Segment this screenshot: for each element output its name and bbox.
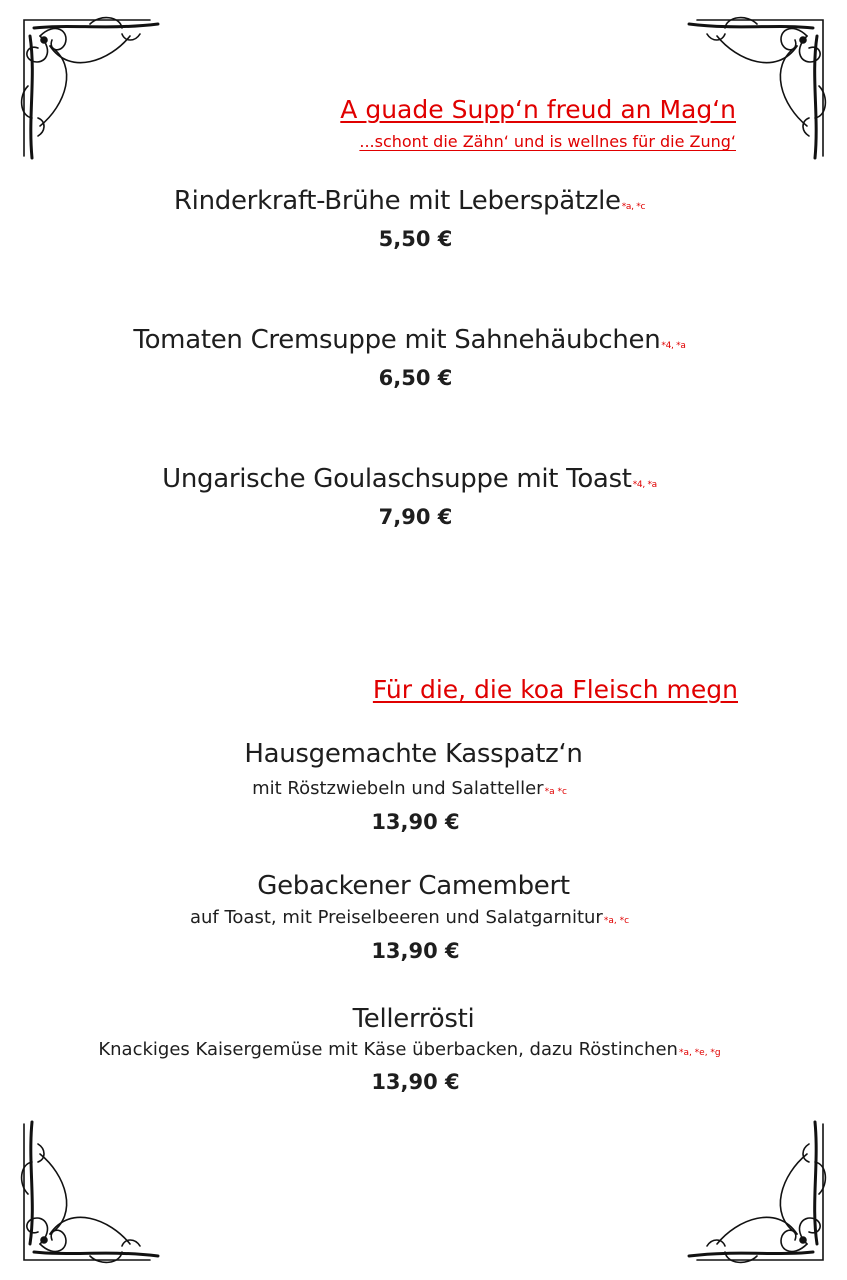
allergen-codes: *a, *c [603, 916, 630, 926]
menu-item-price: 7,90 € [378, 505, 453, 529]
allergen-codes: *4, *a [632, 480, 657, 490]
menu-item-name: Hausgemachte Kasspatz‘n [244, 739, 583, 769]
menu-item-price: 6,50 € [378, 366, 453, 390]
corner-ornament-top-left [10, 6, 160, 166]
flourish-ornament-icon [687, 1114, 837, 1274]
menu-item-description: auf Toast, mit Preiselbeeren und Salatgarnitur*a, *c [189, 907, 630, 928]
menu-item-name: Gebackener Camembert [257, 871, 570, 901]
allergen-codes: *4, *a [661, 341, 686, 351]
menu-item-name: Tellerrösti [352, 1004, 475, 1034]
section-subtitle-soups: ...schont die Zähn‘ und is wellnes für die Zung‘ [359, 132, 736, 151]
menu-item-price: 13,90 € [371, 810, 460, 834]
flourish-ornament-icon [10, 1114, 160, 1274]
menu-item-price: 13,90 € [371, 939, 460, 963]
menu-item-name: Ungarische Goulaschsuppe mit Toast*4, *a [162, 464, 657, 494]
corner-ornament-bottom-right [687, 1114, 837, 1274]
section-title-vegetarian: Für die, die koa Fleisch megn [372, 675, 738, 704]
menu-item-price: 13,90 € [371, 1070, 460, 1094]
section-title-soups: A guade Supp‘n freud an Mag‘n [340, 95, 736, 124]
allergen-codes: *a, *c [621, 202, 646, 212]
allergen-codes: *a *c [544, 787, 567, 797]
flourish-ornament-icon [10, 6, 160, 166]
allergen-codes: *a, *e, *g [678, 1048, 721, 1058]
menu-item-name: Rinderkraft-Brühe mit Leberspätzle*a, *c [173, 186, 646, 216]
menu-item-name: Tomaten Cremsuppe mit Sahnehäubchen*4, *a [133, 325, 686, 355]
corner-ornament-bottom-left [10, 1114, 160, 1274]
menu-item-description: Knackiges Kaisergemüse mit Käse überbacken, dazu Röstinchen*a, *e, *g [98, 1039, 721, 1060]
menu-item-description: mit Röstzwiebeln und Salatteller*a *c [252, 778, 567, 799]
menu-item-price: 5,50 € [378, 227, 453, 251]
